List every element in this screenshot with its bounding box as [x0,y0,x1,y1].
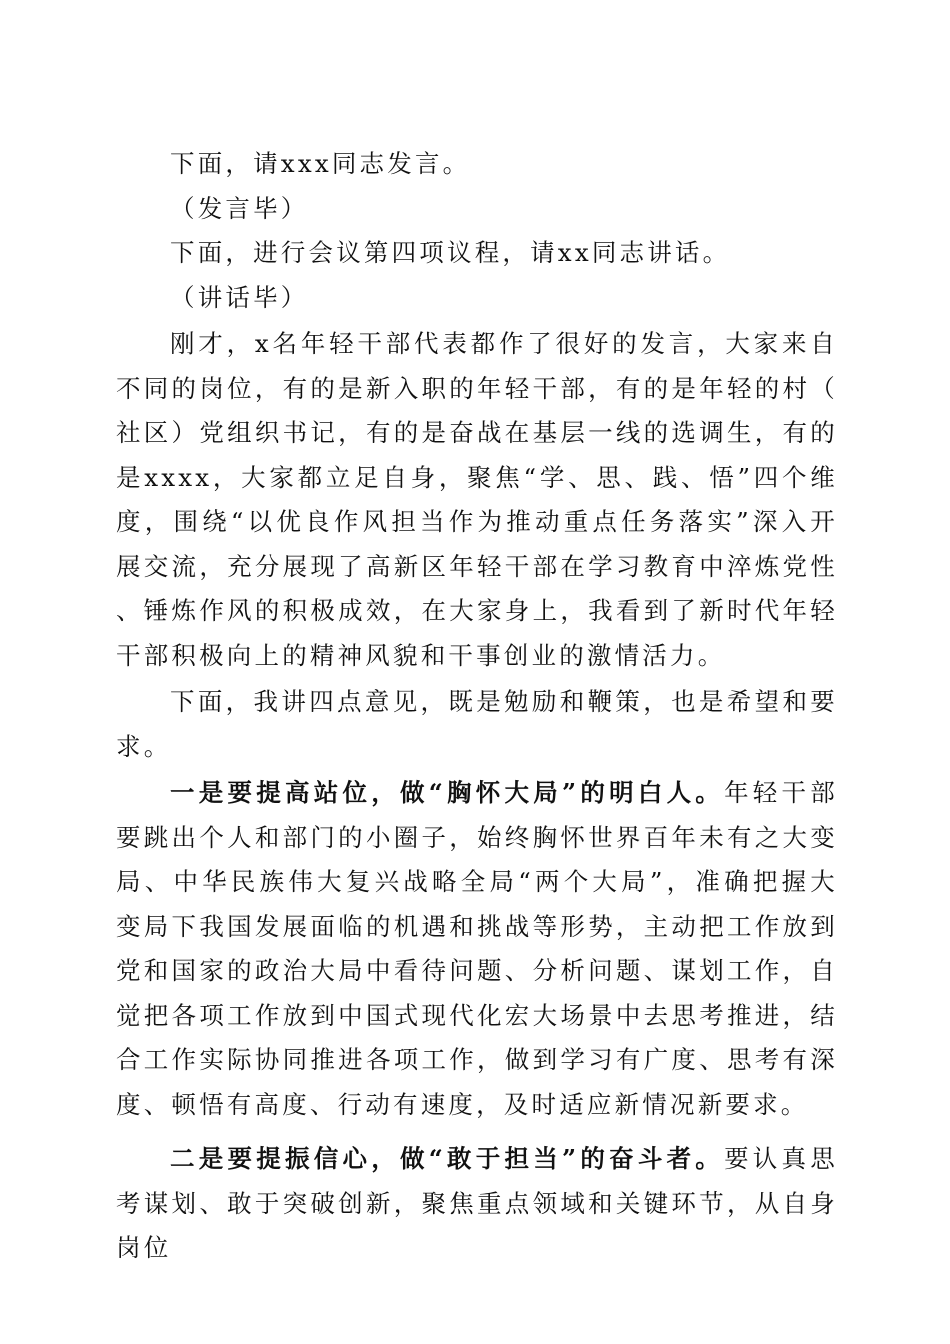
paragraph-text: 刚才，x名年轻干部代表都作了很好的发言，大家来自不同的岗位，有的是新入职的年轻干部，有的是年轻的村（社区）党组织书记，有的是奋战在基层一线的选调生，有的是xxxx，大家都立足自身，聚焦“学、思、践、悟”四个维度，围绕“以优良作风担当作为推动重点任务落实”深入开展交流，充分展现了高新区年轻干部在学习教育中淬炼党性、锤炼作风的积极成效，在大家身上，我看到了新时代年轻干部积极向上的精神风貌和干事创业的激情活力。 [116,329,838,670]
paragraph-four-points-intro [116,680,838,769]
paragraph-invite-speaker [116,142,838,187]
paragraph-point-two [116,1137,838,1271]
paragraph-text: 下面，请xxx同志发言。 [170,149,471,178]
paragraph-lead-heading: 二是要提振信心，做“敢于担当”的奋斗者。 [170,1144,725,1173]
paragraph-text: （发言毕） [170,193,309,223]
paragraph-text: 年轻干部要跳出个人和部门的小圈子，始终胸怀世界百年未有之大变局、中华民族伟大复兴战略全局“两个大局”，准确把握大变局下我国发展面临的机遇和挑战等形势，主动把工作放到党和国家的政治大局中看待问题、分析问题、谋划工作，自觉把各项工作放到中国式现代化宏大场景中去思考推进，结合工作实际协同推进各项工作，做到学习有广度、思考有深度、顿悟有高度、行动有速度，及时适应新情况新要求。 [116,778,838,1119]
paragraph-point-one [116,771,838,1127]
paragraph-agenda-item-four [116,231,838,276]
paragraph-lead-heading: 一是要提高站位，做“胸怀大局”的明白人。 [170,778,725,807]
paragraph-speech-end-note [116,187,838,232]
paragraph-talk-end-note [116,276,838,321]
paragraph-text: （讲话毕） [170,282,309,312]
paragraph-text: 要认真思考谋划、敢于突破创新，聚焦重点领域和关键环节，从自身岗位 [116,1144,838,1262]
document-body [116,142,838,1271]
paragraph-summary [116,322,838,678]
paragraph-text: 下面，我讲四点意见，既是勉励和鞭策，也是希望和要求。 [116,687,838,761]
paragraph-text: 下面，进行会议第四项议程，请xx同志讲话。 [170,238,731,267]
